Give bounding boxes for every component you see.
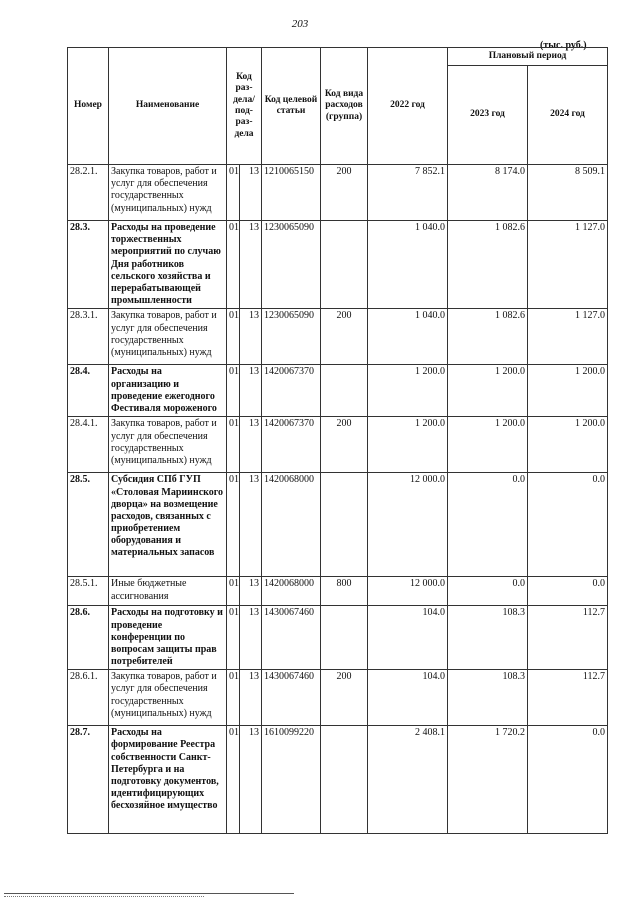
row-amount-2022: 7 852.1 [368, 165, 448, 221]
row-amount-2022: 1 200.0 [368, 365, 448, 417]
table-row [68, 309, 608, 365]
row-amount-2022: 2 408.1 [368, 726, 448, 834]
row-amount-2023: 1 082.6 [448, 309, 528, 365]
row-number: 28.2.1. [68, 165, 109, 221]
header-planned-period: Плановый период [448, 48, 608, 66]
row-section-code: 01 [227, 309, 240, 365]
row-number: 28.3. [68, 221, 109, 309]
row-section-code: 01 [227, 726, 240, 834]
row-amount-2023: 1 082.6 [448, 221, 528, 309]
header-year-2022: 2022 год [368, 48, 448, 165]
row-amount-2024: 0.0 [528, 473, 608, 577]
row-amount-2022: 104.0 [368, 670, 448, 726]
table-row [68, 577, 608, 606]
row-number: 28.3.1. [68, 309, 109, 365]
row-subsection-code: 13 [240, 577, 262, 606]
row-amount-2024: 0.0 [528, 577, 608, 606]
row-amount-2024: 1 127.0 [528, 309, 608, 365]
table-row [68, 417, 608, 473]
row-amount-2024: 0.0 [528, 726, 608, 834]
row-number: 28.7. [68, 726, 109, 834]
row-name: Расходы на формирование Реестра собственности Санкт-Петербурга и на подготовку документов, идентифицирующих бесхозяйное имущество [109, 726, 227, 834]
row-amount-2023: 1 720.2 [448, 726, 528, 834]
row-amount-2022: 12 000.0 [368, 473, 448, 577]
row-target-code: 1230065090 [262, 221, 321, 309]
header-name: Наименование [109, 48, 227, 165]
row-amount-2024: 1 200.0 [528, 365, 608, 417]
table-row [68, 726, 608, 834]
row-amount-2022: 104.0 [368, 606, 448, 670]
table-row [68, 670, 608, 726]
row-amount-2023: 1 200.0 [448, 417, 528, 473]
row-number: 28.4.1. [68, 417, 109, 473]
footer-rule [4, 893, 294, 894]
header-target-code: Код целевой статьи [262, 48, 321, 165]
row-amount-2022: 1 040.0 [368, 309, 448, 365]
row-expense-code [321, 606, 368, 670]
table-row [68, 165, 608, 221]
row-target-code: 1420067370 [262, 417, 321, 473]
row-subsection-code: 13 [240, 165, 262, 221]
page-number: 203 [291, 18, 309, 30]
row-section-code: 01 [227, 221, 240, 309]
row-target-code: 1610099220 [262, 726, 321, 834]
table-row [68, 606, 608, 670]
row-section-code: 01 [227, 577, 240, 606]
row-amount-2023: 8 174.0 [448, 165, 528, 221]
row-section-code: 01 [227, 417, 240, 473]
row-section-code: 01 [227, 606, 240, 670]
row-expense-code: 200 [321, 165, 368, 221]
row-subsection-code: 13 [240, 365, 262, 417]
row-expense-code: 200 [321, 309, 368, 365]
row-target-code: 1210065150 [262, 165, 321, 221]
row-section-code: 01 [227, 165, 240, 221]
row-number: 28.6. [68, 606, 109, 670]
footer-rule-dotted [4, 896, 204, 897]
header-year-2023: 2023 год [448, 66, 528, 165]
row-expense-code [321, 365, 368, 417]
row-name: Расходы на подготовку и проведение конференции по вопросам защиты прав потребителей [109, 606, 227, 670]
row-name: Субсидия СПб ГУП «Столовая Мариинского дворца» на возмещение расходов, связанных с приобретением оборудования и материальных запасов [109, 473, 227, 577]
row-amount-2022: 12 000.0 [368, 577, 448, 606]
row-expense-code: 800 [321, 577, 368, 606]
row-section-code: 01 [227, 365, 240, 417]
row-amount-2024: 112.7 [528, 670, 608, 726]
row-target-code: 1420068000 [262, 577, 321, 606]
row-amount-2024: 1 127.0 [528, 221, 608, 309]
row-subsection-code: 13 [240, 417, 262, 473]
row-amount-2022: 1 200.0 [368, 417, 448, 473]
row-expense-code [321, 726, 368, 834]
row-amount-2024: 112.7 [528, 606, 608, 670]
header-year-2024: 2024 год [528, 66, 608, 165]
row-amount-2023: 0.0 [448, 577, 528, 606]
row-subsection-code: 13 [240, 309, 262, 365]
row-amount-2023: 0.0 [448, 473, 528, 577]
row-amount-2023: 1 200.0 [448, 365, 528, 417]
row-amount-2022: 1 040.0 [368, 221, 448, 309]
row-name: Расходы на проведение торжественных мероприятий по случаю Дня работников сельского хозяйства и перерабатывающей промышленности [109, 221, 227, 309]
budget-table [67, 47, 608, 834]
row-expense-code [321, 221, 368, 309]
row-expense-code: 200 [321, 670, 368, 726]
row-target-code: 1430067460 [262, 670, 321, 726]
header-section-code: Код раз-дела/ под-раз-дела [227, 48, 262, 165]
header-expense-code: Код вида расходов (группа) [321, 48, 368, 165]
row-number: 28.4. [68, 365, 109, 417]
row-name: Закупка товаров, работ и услуг для обеспечения государственных (муниципальных) нужд [109, 309, 227, 365]
row-amount-2023: 108.3 [448, 670, 528, 726]
row-number: 28.5.1. [68, 577, 109, 606]
row-name: Иные бюджетные ассигнования [109, 577, 227, 606]
row-subsection-code: 13 [240, 473, 262, 577]
row-subsection-code: 13 [240, 606, 262, 670]
row-name: Расходы на организацию и проведение ежегодного Фестиваля мороженого [109, 365, 227, 417]
row-subsection-code: 13 [240, 670, 262, 726]
row-subsection-code: 13 [240, 221, 262, 309]
row-expense-code [321, 473, 368, 577]
row-amount-2024: 1 200.0 [528, 417, 608, 473]
header-number: Номер [68, 48, 109, 165]
row-name: Закупка товаров, работ и услуг для обеспечения государственных (муниципальных) нужд [109, 165, 227, 221]
table-row [68, 221, 608, 309]
table-row [68, 365, 608, 417]
row-subsection-code: 13 [240, 726, 262, 834]
row-number: 28.5. [68, 473, 109, 577]
row-number: 28.6.1. [68, 670, 109, 726]
table-row [68, 473, 608, 577]
row-amount-2023: 108.3 [448, 606, 528, 670]
units-label: (тыс. руб.) [540, 40, 587, 51]
row-name: Закупка товаров, работ и услуг для обеспечения государственных (муниципальных) нужд [109, 417, 227, 473]
row-target-code: 1430067460 [262, 606, 321, 670]
row-target-code: 1420068000 [262, 473, 321, 577]
row-target-code: 1420067370 [262, 365, 321, 417]
row-section-code: 01 [227, 670, 240, 726]
row-expense-code: 200 [321, 417, 368, 473]
row-section-code: 01 [227, 473, 240, 577]
row-target-code: 1230065090 [262, 309, 321, 365]
row-name: Закупка товаров, работ и услуг для обеспечения государственных (муниципальных) нужд [109, 670, 227, 726]
row-amount-2024: 8 509.1 [528, 165, 608, 221]
